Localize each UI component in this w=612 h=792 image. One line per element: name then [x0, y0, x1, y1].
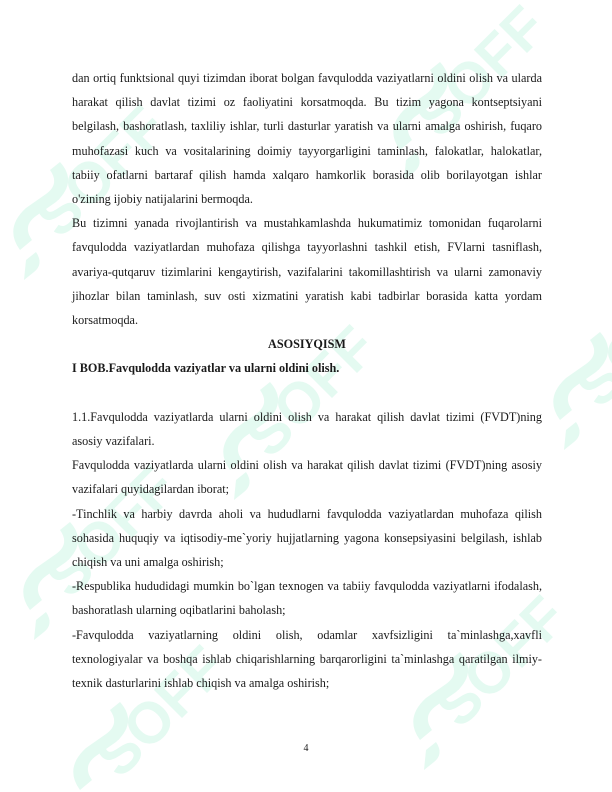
paragraph: 1.1.Favqulodda vaziyatlarda ularni oldini olish va harakat qilish davlat tizimi (FVDT)ning asosiy vazifalari. — [72, 409, 542, 449]
paragraph: Bu tizimni yanada rivojlantirish va mustahkamlashda hukumatimiz tomonidan fuqarolarni favqulodda vaziyatlardan muhofaza qilishga tayyorlashni tashkil etish, FVlarni tasniflash, avariya-qutqaruv tizimlarini kengaytirish, vazifalarini takomillashtirish va ularni zamonaviy jihozlar bilan taminlash, suv osti xizmatini yaratish kabi tadbirlar borasida katta yordam korsatmoqda. — [72, 216, 542, 328]
paragraph: -Tinchlik va harbiy davrda aholi va hududlarni favqulodda vaziyatlardan muhofaza qilish sohasida huquqiy va iqtisodiy-me`yoriy hujjatlarning yagona konsepsiyasini belgilash, ishlab chiqish va uni amalga oshirish; — [72, 506, 542, 570]
paragraph: Favqulodda vaziyatlarda ularni oldini olish va harakat qilish davlat tizimi (FVDT)ning asosiy vazifalari quyidagilardan iborat; — [72, 458, 542, 497]
blank-line — [72, 381, 542, 405]
paragraph: -Favqulodda vaziyatlarning oldini olish, odamlar xavfsizligini ta`minlashga,xavfli texnologiyalar va boshqa ishlab chiqarishlarning barqarorligini ta`minlashga qaratilgan ilmiy-texnik dasturlarini ishlab chiqish va amalga oshirish; — [72, 627, 542, 691]
paragraph: -Respublika hududidagi mumkin bo`lgan texnogen va tabiiy favqulodda vaziyatlarni ifodalash, bashoratlash ularning oqibatlarini baholash; — [72, 579, 542, 618]
chapter-title: I BOB.Favqulodda vaziyatlar va ularni oldini olish. — [72, 361, 340, 376]
page-number: 4 — [303, 743, 309, 754]
document-body — [72, 66, 542, 695]
paragraph: dan ortiq funktsional quyi tizimdan iborat bolgan favqulodda vaziyatlarni oldini olish va ularda harakat qilish davlat tizimi oz faoliyatini korsatmoqda. Bu tizim yagona kontseptsiyani belgilash, bashoratlash, taxliliy ishlar, turli dasturlar yaratish va ularni amalga oshirish, fuqaro muhofazasi kuch va vositalarining doimiy tayyorgarligini taminlash, falokatlar, halokatlar, tabiiy ofatlarni bartaraf qilish hamda xalqaro hamkorlik borasida olib borilayotgan ishlar o'zining ijobiy natijalarini bermoqda. — [72, 71, 542, 207]
section-heading: ASOSIYQISM — [268, 337, 346, 352]
